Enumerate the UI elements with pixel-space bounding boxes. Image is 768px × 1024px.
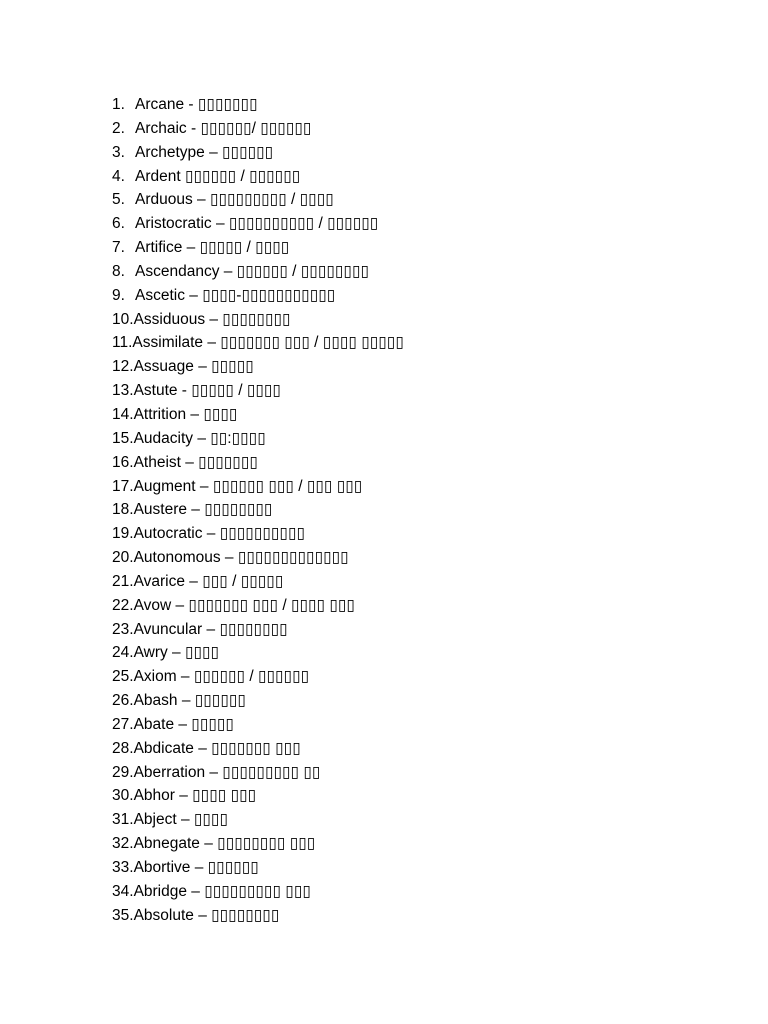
- item-text: Abject – ▯▯▯▯: [133, 811, 228, 829]
- item-number: 3.: [112, 143, 125, 161]
- item-text: Abnegate – ▯▯▯▯▯▯▯▯ ▯▯▯: [133, 835, 316, 853]
- list-item: [112, 355, 404, 379]
- item-text: Abdicate – ▯▯▯▯▯▯▯ ▯▯▯: [133, 739, 301, 757]
- list-item: [112, 403, 404, 427]
- item-text: Austere – ▯▯▯▯▯▯▯▯: [133, 501, 273, 519]
- list-item: [112, 904, 404, 928]
- item-number: 15.: [112, 429, 134, 447]
- item-number: 19.: [112, 525, 134, 543]
- item-text: Awry – ▯▯▯▯: [133, 644, 220, 662]
- item-text: Aberration – ▯▯▯▯▯▯▯▯▯ ▯▯: [133, 763, 321, 781]
- item-number: 23.: [112, 620, 134, 638]
- list-item: [112, 665, 404, 689]
- item-text: Autonomous – ▯▯▯▯▯▯▯▯▯▯▯▯▯: [133, 549, 349, 567]
- list-item: [112, 808, 404, 832]
- item-text: Autocratic – ▯▯▯▯▯▯▯▯▯▯: [133, 525, 306, 543]
- item-text: Absolute – ▯▯▯▯▯▯▯▯: [133, 906, 280, 924]
- item-number: 21.: [112, 572, 134, 590]
- item-text: Abash – ▯▯▯▯▯▯: [133, 692, 246, 710]
- item-number: 14.: [112, 405, 134, 423]
- list-item: [112, 761, 404, 785]
- item-number: 11.: [112, 334, 133, 352]
- list-item: [112, 93, 404, 117]
- item-number: 27.: [112, 715, 134, 733]
- list-item: [112, 379, 404, 403]
- item-text: Attrition – ▯▯▯▯: [133, 405, 238, 423]
- item-number: 4.: [112, 167, 125, 185]
- item-text: Abortive – ▯▯▯▯▯▯: [133, 859, 259, 876]
- list-item: [112, 451, 404, 475]
- list-item: [112, 618, 404, 642]
- list-item: [112, 498, 404, 522]
- list-item: [112, 308, 404, 332]
- item-text: Assiduous – ▯▯▯▯▯▯▯▯: [133, 310, 291, 328]
- item-number: 20.: [112, 549, 134, 567]
- item-number: 35.: [112, 906, 134, 924]
- list-item: [112, 856, 404, 880]
- list-item: [112, 737, 404, 761]
- item-number: 17.: [112, 477, 134, 495]
- item-text: Assuage – ▯▯▯▯▯: [133, 358, 254, 376]
- item-text: Artifice – ▯▯▯▯▯ / ▯▯▯▯: [135, 239, 290, 257]
- item-text: Augment – ▯▯▯▯▯▯ ▯▯▯ / ▯▯▯ ▯▯▯: [133, 477, 363, 495]
- item-number: 28.: [112, 739, 134, 757]
- item-text: Abhor – ▯▯▯▯ ▯▯▯: [133, 787, 257, 805]
- item-number: 10.: [112, 310, 134, 328]
- item-text: Axiom – ▯▯▯▯▯▯ / ▯▯▯▯▯▯: [133, 668, 310, 686]
- item-number: 25.: [112, 668, 134, 686]
- item-number: 22.: [112, 596, 134, 614]
- item-number: 33.: [112, 859, 134, 876]
- item-text: Assimilate – ▯▯▯▯▯▯▯ ▯▯▯ / ▯▯▯▯ ▯▯▯▯▯: [132, 334, 404, 352]
- item-text: Arduous – ▯▯▯▯▯▯▯▯▯ / ▯▯▯▯: [135, 191, 334, 209]
- list-item: [112, 117, 404, 141]
- list-item: [112, 331, 404, 355]
- item-number: 5.: [112, 191, 125, 209]
- item-text: Audacity – ▯▯:▯▯▯▯: [133, 429, 266, 447]
- item-text: Ascendancy – ▯▯▯▯▯▯ / ▯▯▯▯▯▯▯▯: [135, 262, 370, 280]
- item-number: 26.: [112, 692, 134, 710]
- item-text: Arcane - ▯▯▯▯▯▯▯: [135, 96, 258, 113]
- item-number: 13.: [112, 382, 134, 400]
- list-item: [112, 522, 404, 546]
- item-number: 2.: [112, 119, 125, 137]
- item-number: 1.: [112, 96, 125, 113]
- item-text: Abridge – ▯▯▯▯▯▯▯▯▯ ▯▯▯: [133, 882, 311, 900]
- list-item: [112, 427, 404, 451]
- item-number: 8.: [112, 262, 125, 280]
- list-item: [112, 284, 404, 308]
- vocabulary-list: [112, 93, 404, 928]
- list-item: [112, 594, 404, 618]
- item-text: Ardent ▯▯▯▯▯▯ / ▯▯▯▯▯▯: [135, 167, 301, 185]
- item-number: 12.: [112, 358, 134, 376]
- list-item: [112, 570, 404, 594]
- list-item: [112, 141, 404, 165]
- item-number: 16.: [112, 453, 134, 471]
- item-text: Avuncular – ▯▯▯▯▯▯▯▯: [133, 620, 288, 638]
- list-item: [112, 784, 404, 808]
- list-item: [112, 832, 404, 856]
- item-number: 31.: [112, 811, 134, 829]
- list-item: [112, 188, 404, 212]
- list-item: [112, 212, 404, 236]
- item-text: Aristocratic – ▯▯▯▯▯▯▯▯▯▯ / ▯▯▯▯▯▯: [135, 215, 379, 233]
- item-text: Avarice – ▯▯▯ / ▯▯▯▯▯: [133, 572, 284, 590]
- list-item: [112, 260, 404, 284]
- item-number: 7.: [112, 239, 125, 257]
- list-item: [112, 641, 404, 665]
- list-item: [112, 475, 404, 499]
- item-text: Ascetic – ▯▯▯▯-▯▯▯▯▯▯▯▯▯▯▯: [135, 286, 336, 304]
- item-number: 24.: [112, 644, 134, 662]
- item-number: 32.: [112, 835, 134, 853]
- item-number: 18.: [112, 501, 134, 519]
- item-number: 34.: [112, 882, 134, 900]
- list-item: [112, 546, 404, 570]
- list-item: [112, 713, 404, 737]
- item-number: 30.: [112, 787, 134, 805]
- item-text: Archetype – ▯▯▯▯▯▯: [135, 143, 274, 161]
- item-text: Abate – ▯▯▯▯▯: [133, 715, 234, 733]
- list-item: [112, 689, 404, 713]
- item-number: 29.: [112, 763, 134, 781]
- item-number: 6.: [112, 215, 125, 233]
- item-text: Astute - ▯▯▯▯▯ / ▯▯▯▯: [133, 382, 281, 400]
- list-item: [112, 880, 404, 904]
- item-text: Atheist – ▯▯▯▯▯▯▯: [133, 453, 258, 471]
- item-text: Avow – ▯▯▯▯▯▯▯ ▯▯▯ / ▯▯▯▯ ▯▯▯: [133, 596, 355, 614]
- item-text: Archaic - ▯▯▯▯▯▯/ ▯▯▯▯▯▯: [135, 119, 312, 137]
- item-number: 9.: [112, 286, 125, 304]
- list-item: [112, 236, 404, 260]
- list-item: [112, 165, 404, 189]
